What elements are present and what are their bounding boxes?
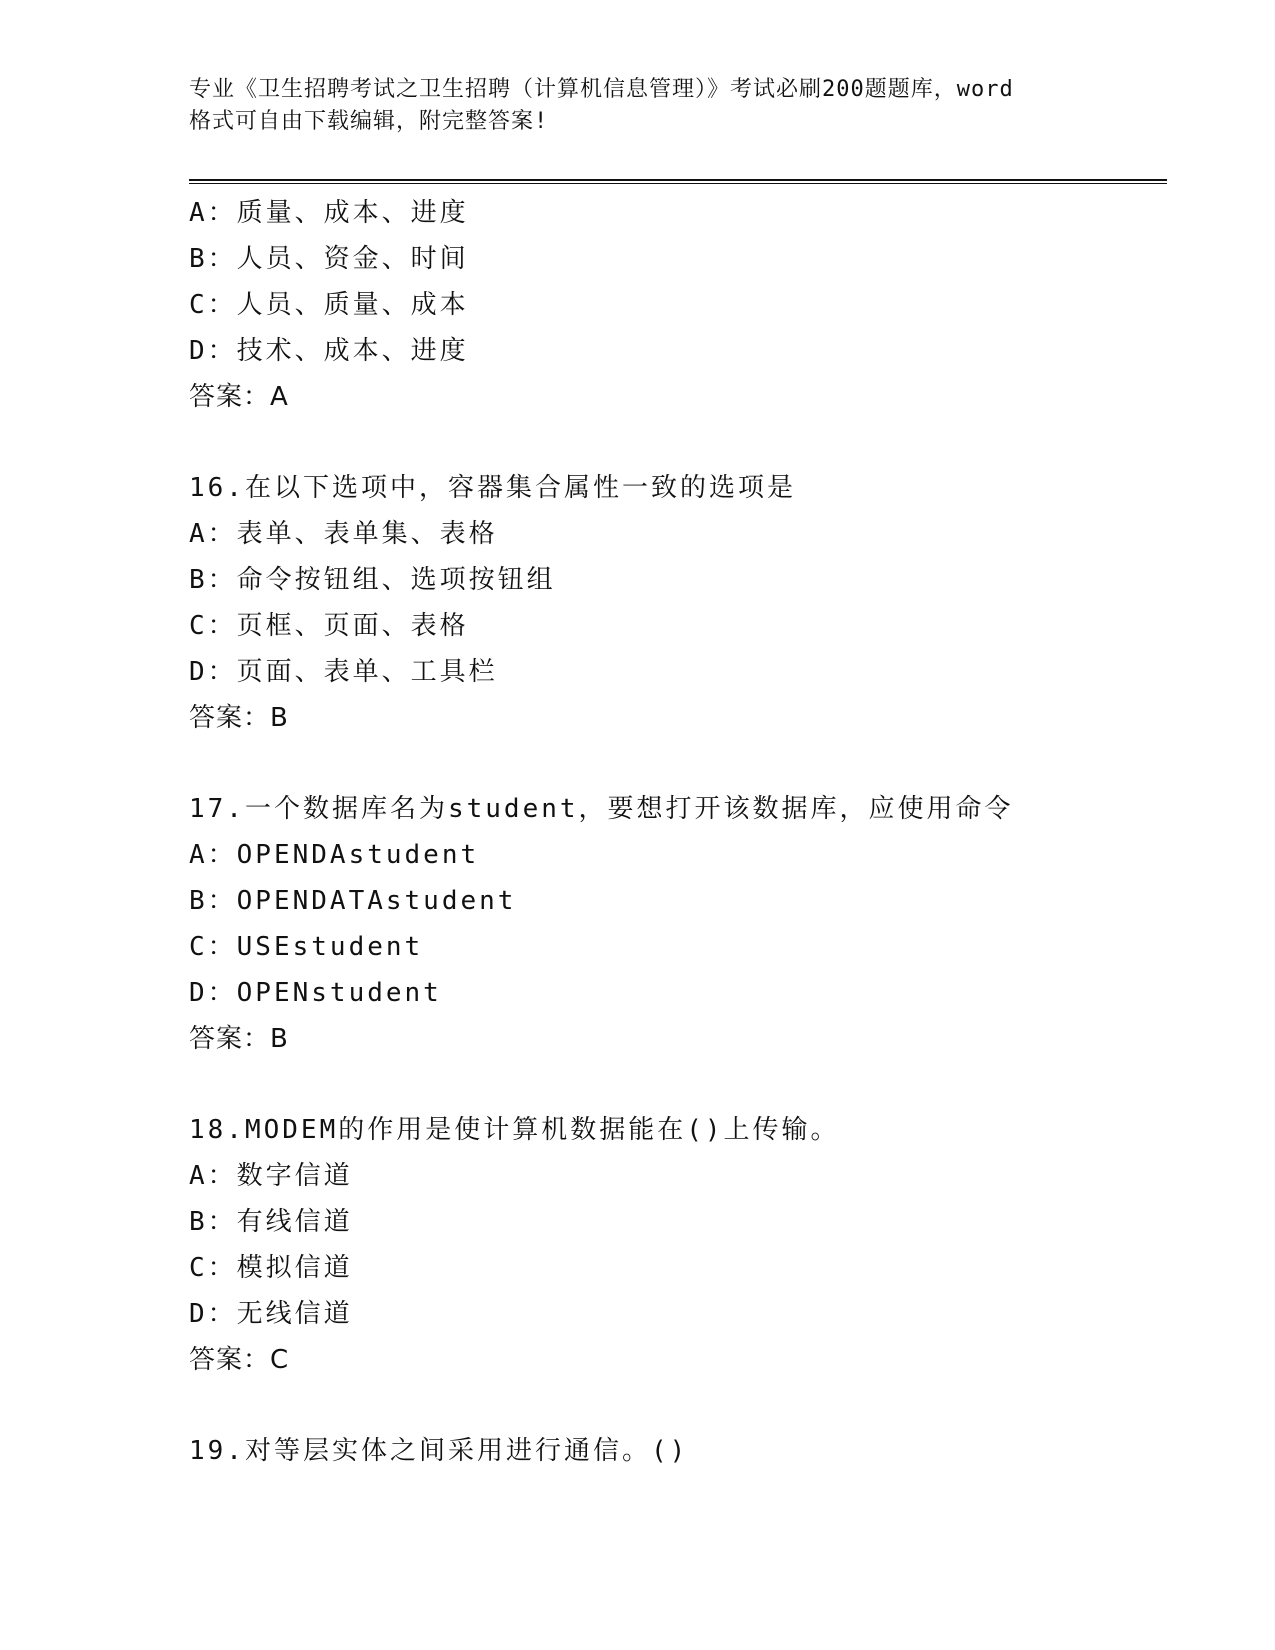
answer: 答案：B (189, 1024, 289, 1054)
header-line-2: 格式可自由下载编辑，附完整答案! (189, 109, 549, 134)
option-d: D：技术、成本、进度 (189, 336, 469, 366)
question-gap (189, 420, 1169, 465)
header-divider (189, 179, 1167, 184)
question-gap (189, 1383, 1169, 1428)
question-text: 19.对等层实体之间采用进行通信。() (189, 1436, 689, 1466)
option-c: C：USEstudent (189, 932, 424, 962)
document-header (189, 74, 1089, 138)
option-c: C：模拟信道 (189, 1253, 353, 1283)
option-a: A：数字信道 (189, 1161, 353, 1191)
option-b: B：OPENDATAstudent (189, 886, 517, 916)
question-18 (189, 1107, 1169, 1383)
answer: 答案：C (189, 1345, 290, 1375)
header-line-1: 专业《卫生招聘考试之卫生招聘（计算机信息管理）》考试必刷200题题库，word (189, 77, 1014, 102)
question-19 (189, 1428, 1169, 1474)
question-list (189, 190, 1169, 1474)
question-gap (189, 741, 1169, 786)
option-a: A：质量、成本、进度 (189, 198, 469, 228)
question-text: 17.一个数据库名为student，要想打开该数据库，应使用命令 (189, 794, 1014, 824)
option-c: C：人员、质量、成本 (189, 290, 469, 320)
question-text: 16.在以下选项中，容器集合属性一致的选项是 (189, 473, 796, 503)
question-16 (189, 465, 1169, 741)
option-d: D：页面、表单、工具栏 (189, 657, 498, 687)
option-b: B：人员、资金、时间 (189, 244, 469, 274)
option-a: A：OPENDAstudent (189, 840, 480, 870)
question-gap (189, 1062, 1169, 1107)
option-d: D：OPENstudent (189, 978, 442, 1008)
question-text: 18.MODEM的作用是使计算机数据能在()上传输。 (189, 1115, 840, 1145)
option-b: B：命令按钮组、选项按钮组 (189, 565, 556, 595)
option-c: C：页框、页面、表格 (189, 611, 469, 641)
option-a: A：表单、表单集、表格 (189, 519, 498, 549)
option-d: D：无线信道 (189, 1299, 353, 1329)
option-b: B：有线信道 (189, 1207, 353, 1237)
answer: 答案：A (189, 382, 289, 412)
question-15 (189, 190, 1169, 420)
answer: 答案：B (189, 703, 289, 733)
question-17 (189, 786, 1169, 1062)
